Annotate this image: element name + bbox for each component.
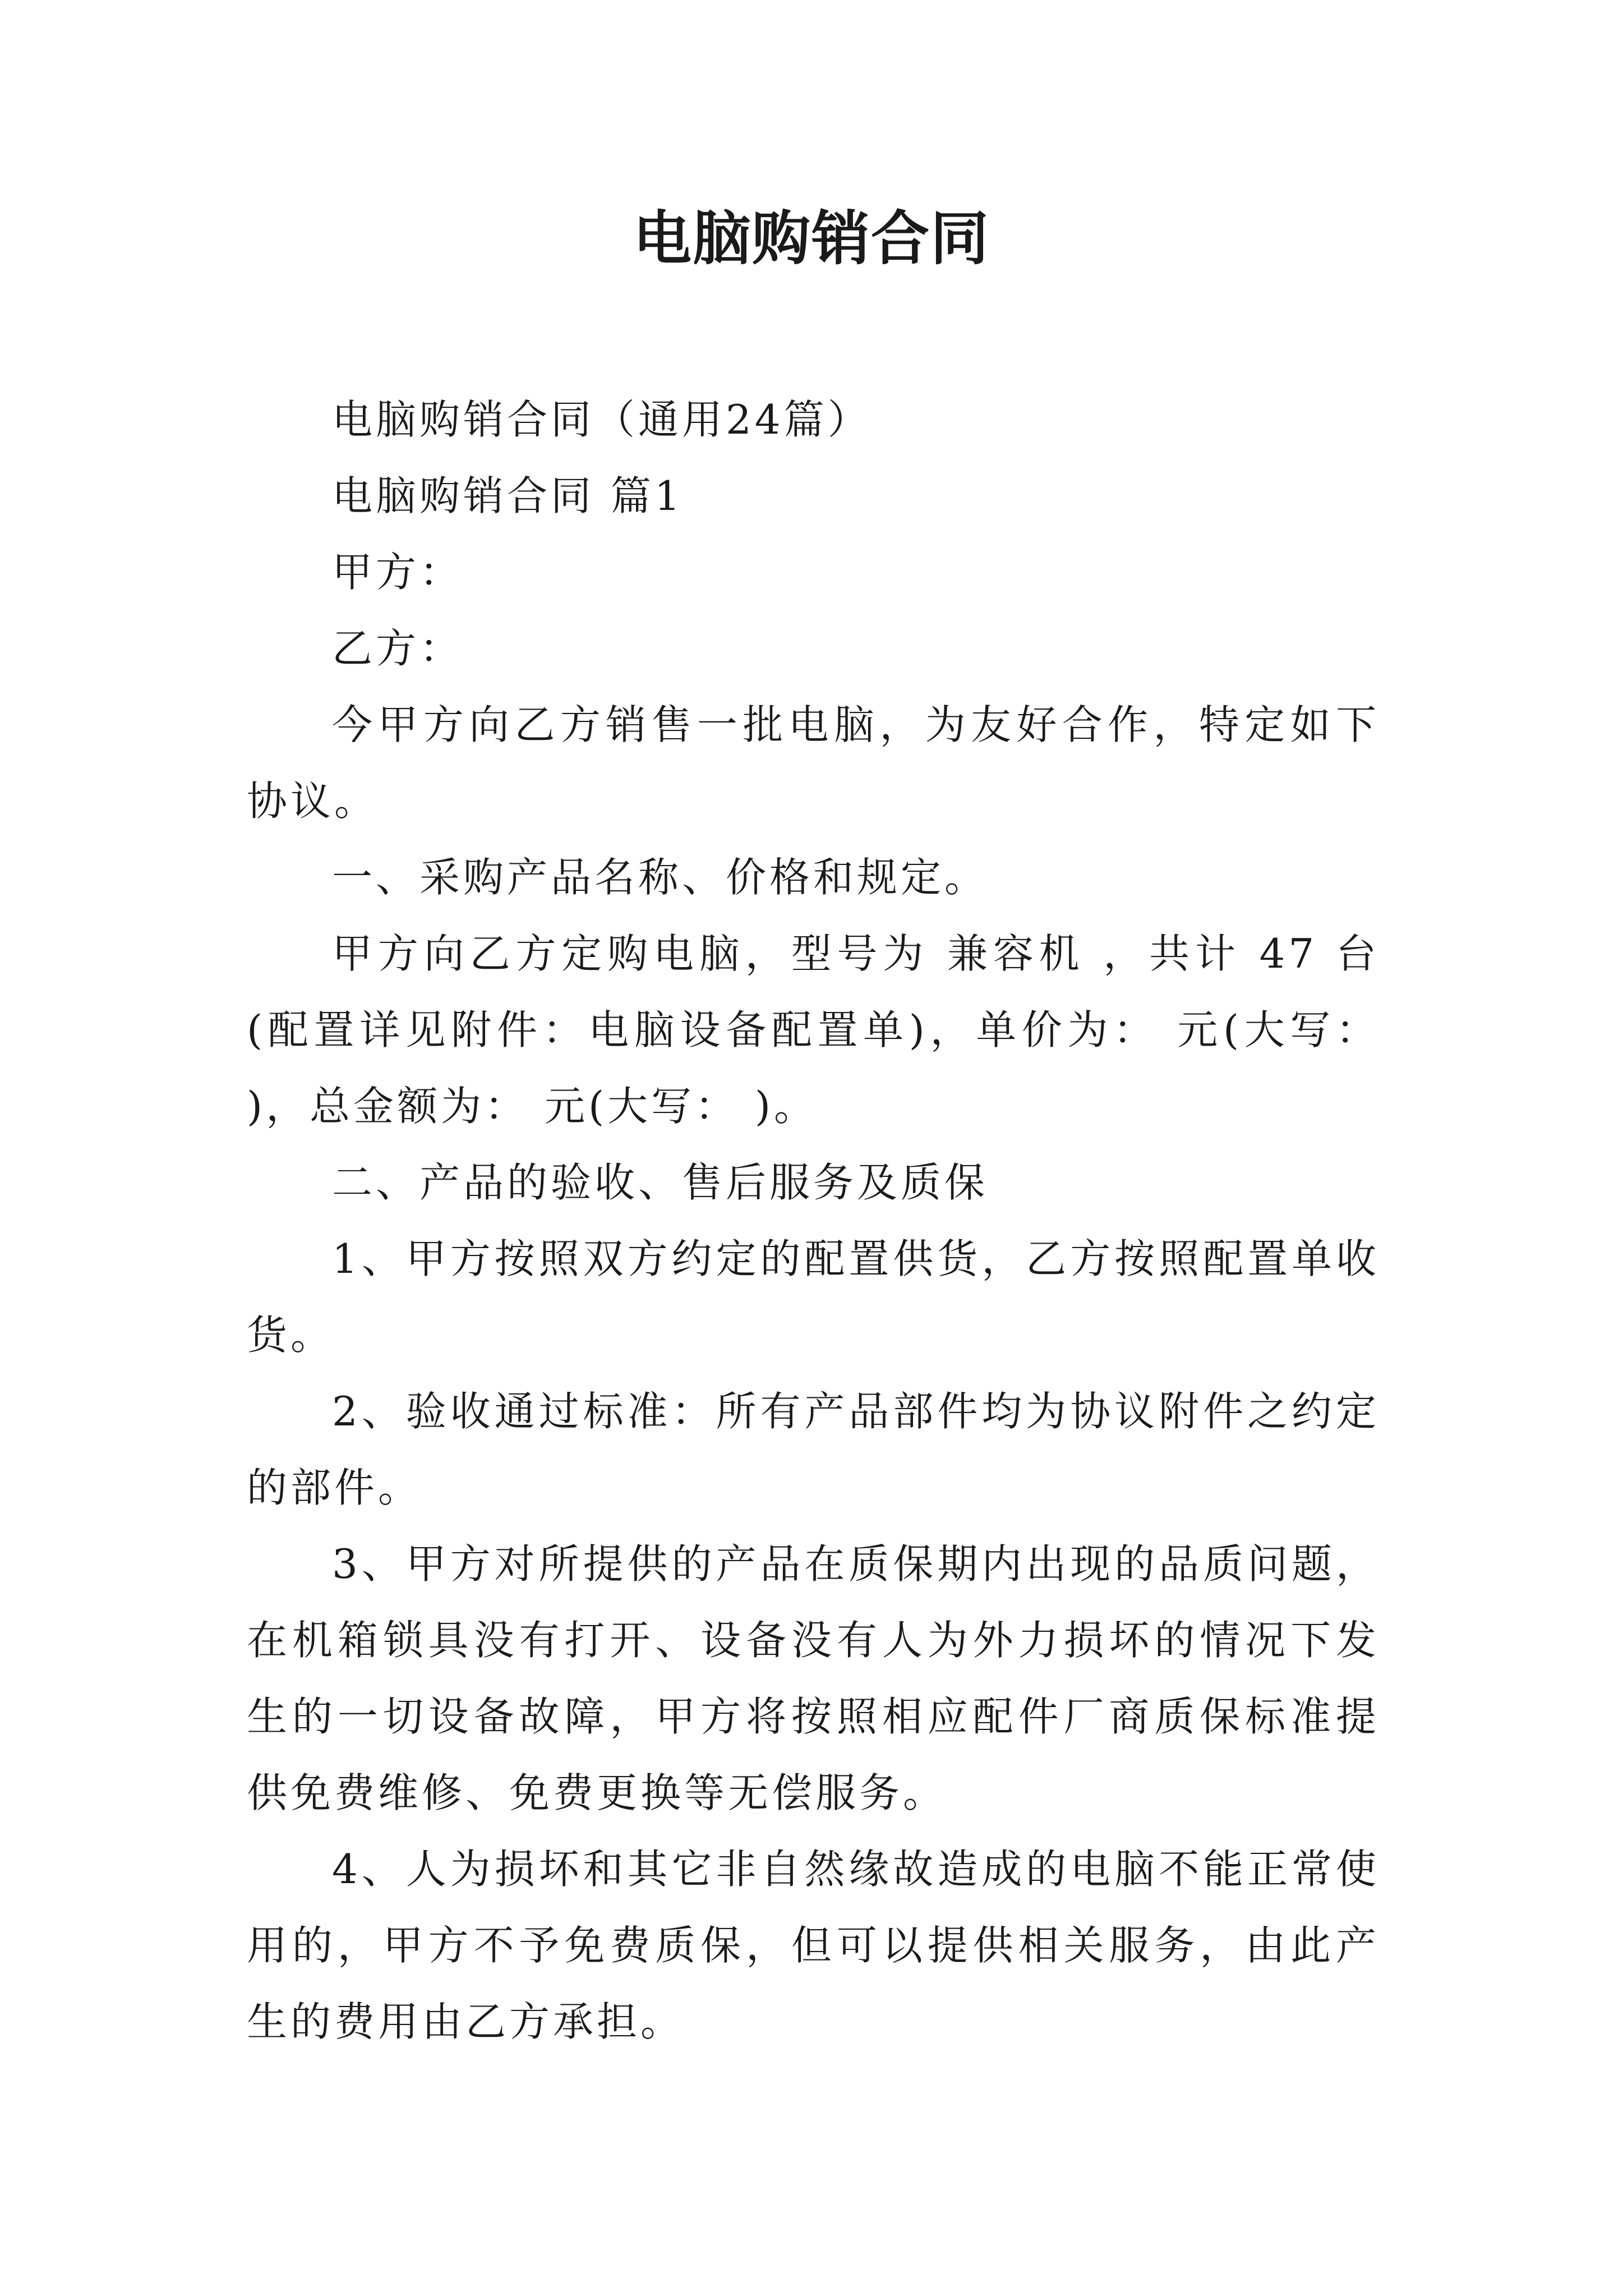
document-body xyxy=(247,381,1380,2060)
paragraph-item-1: 1、甲方按照双方约定的配置供货，乙方按照配置单收货。 xyxy=(247,1235,1380,1359)
paragraph-party-a: 甲方： xyxy=(332,549,464,596)
paragraph-item-3: 3、甲方对所提供的产品在质保期内出现的品质问题，在机箱锁具没有打开、设备没有人为外力损坏的情况下发生的一切设备故障，甲方将按照相应配件厂商质保标准提供免费维修、免费更换等无偿服务。 xyxy=(247,1540,1380,1816)
paragraph-clause-2-heading: 二、产品的验收、售后服务及质保 xyxy=(332,1159,989,1206)
paragraph-item-2: 2、验收通过标准：所有产品部件均为协议附件之约定的部件。 xyxy=(247,1388,1380,1511)
paragraph-party-b: 乙方： xyxy=(332,625,464,672)
paragraph-order-details: 甲方向乙方定购电脑，型号为 兼容机 ，共计 47 台(配置详见附件：电脑设备配置单)，单价为： 元(大写： )，总金额为： 元(大写： )。 xyxy=(247,930,1380,1130)
document-title: 电脑购销合同 xyxy=(633,204,990,273)
paragraph-section-heading: 电脑购销合同 篇1 xyxy=(332,472,684,519)
paragraph-intro: 今甲方向乙方销售一批电脑，为友好合作，特定如下协议。 xyxy=(247,701,1380,825)
paragraph-collection-title: 电脑购销合同（通用24篇） xyxy=(332,396,872,443)
paragraph-clause-1-heading: 一、采购产品名称、价格和规定。 xyxy=(332,854,989,901)
paragraph-item-4: 4、人为损坏和其它非自然缘故造成的电脑不能正常使用的，甲方不予免费质保，但可以提供相关服务，由此产生的费用由乙方承担。 xyxy=(247,1846,1380,2045)
